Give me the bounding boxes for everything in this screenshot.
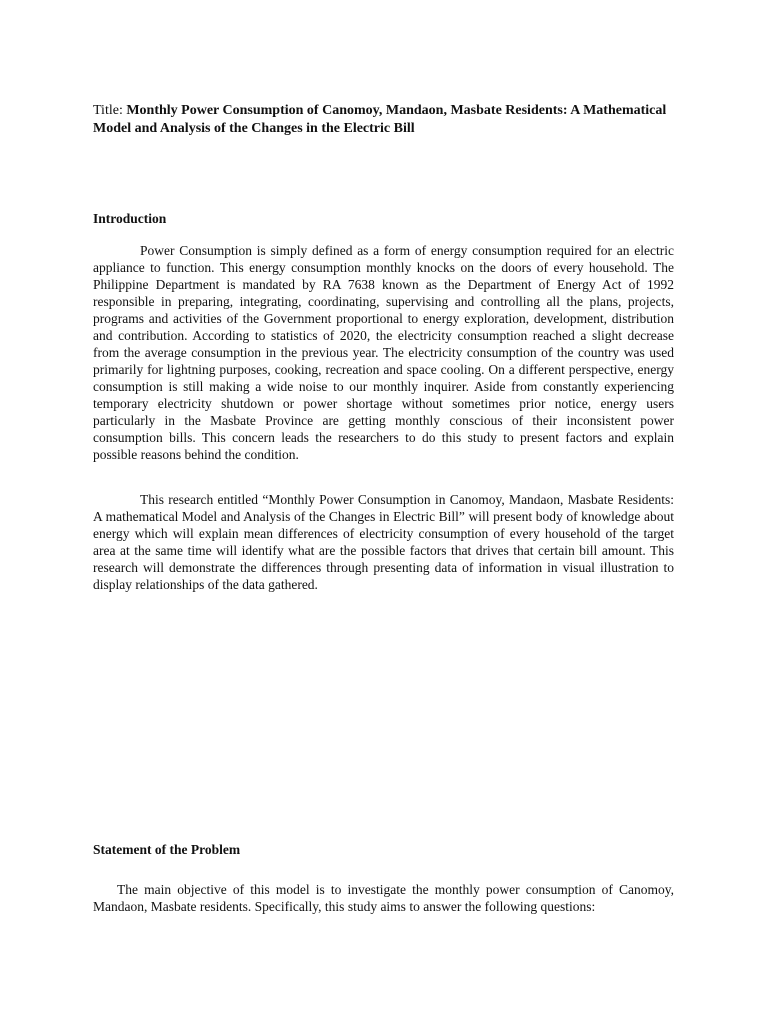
document-title (93, 102, 683, 138)
title-text: Monthly Power Consumption of Canomoy, Mandaon, Masbate Residents: A Mathematical Model and Analysis of the Changes in the Electric Bill (93, 103, 667, 136)
problem-paragraph: The main objective of this model is to investigate the monthly power consumption of Canomoy, Mandaon, Masbate residents. Specifically, this study aims to answer the following questions: (93, 882, 674, 914)
introduction-heading: Introduction (93, 211, 167, 226)
intro-paragraph-2: This research entitled “Monthly Power Consumption in Canomoy, Mandaon, Masbate Residents: A mathematical Model and Analysis of the Changes in Electric Bill” will present body of knowledge about energy which will explain mean differences of electricity consumption of every household of the target area at the same time will identify what are the possible factors that drives that certain bill amount. This research will demonstrate the differences through presenting data of information in visual illustration to display relationships of the data gathered. (93, 492, 674, 592)
intro-paragraph-1: Power Consumption is simply defined as a form of energy consumption required for an electric appliance to function. This energy consumption monthly knocks on the doors of every household. The Philippine Department is mandated by RA 7638 known as the Department of Energy Act of 1992 responsible in preparing, integrating, coordinating, supervising and controlling all the plans, projects, programs and activities of the Government proportional to energy exploration, development, distribution and contribution. According to statistics of 2020, the electricity consumption reached a slight decrease from the average consumption in the previous year. The electricity consumption of the country was used primarily for lightning purposes, cooking, recreation and space cooling. On a different perspective, energy consumption is still making a wide noise to our monthly inquirer. Aside from constantly experiencing temporary electricity shutdown or power shortage without sometimes prior notice, energy users particularly in the Masbate Province are getting monthly conscious of their inconsistent power consumption bills. This concern leads the researchers to do this study to present factors and explain possible reasons behind the condition. (93, 243, 674, 462)
problem-heading: Statement of the Problem (93, 842, 241, 857)
title-label: Title: (93, 103, 127, 118)
